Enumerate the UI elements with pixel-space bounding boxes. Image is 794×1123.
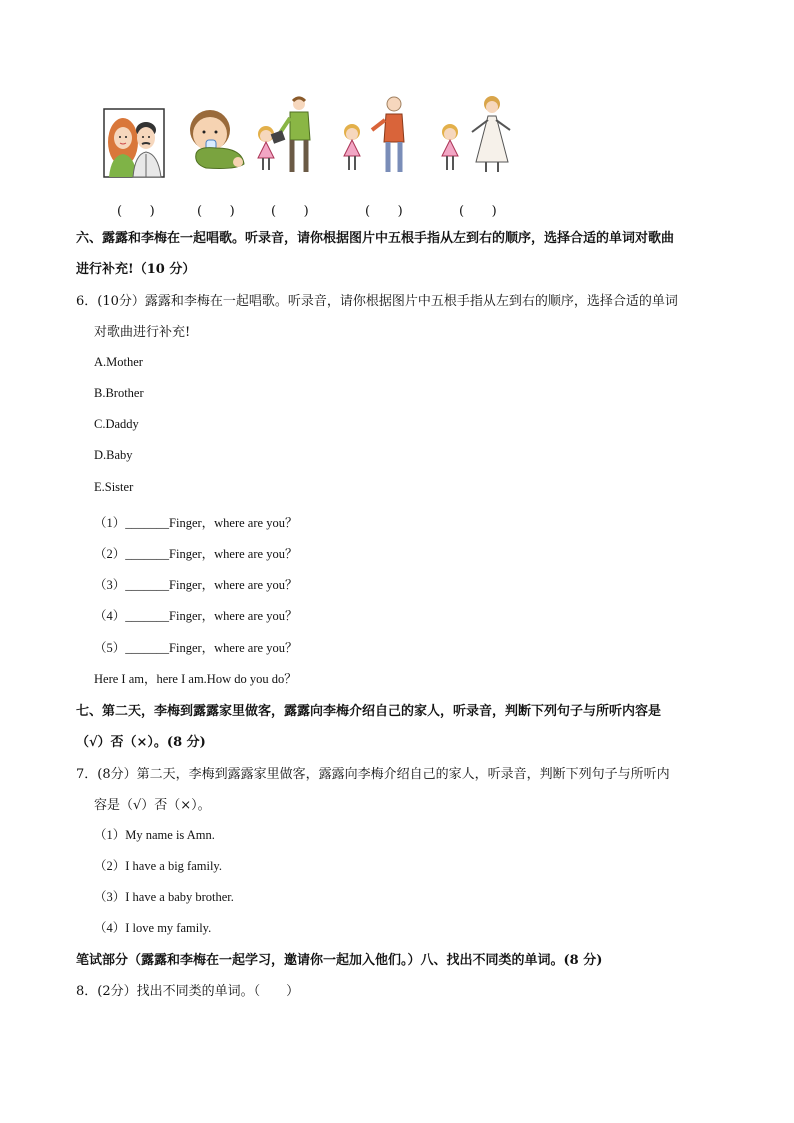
q6-blank-text[interactable]: _______Finger，where are you？ — [125, 578, 298, 592]
q7-item-text: I have a big family. — [125, 859, 222, 873]
parents-portrait-icon — [103, 108, 165, 178]
q6-blank-row — [94, 513, 297, 531]
q8-stem: 8．(2分）找出不同类的单词。（ ） — [76, 984, 300, 999]
q6-ending: Here I am，here I am.How do you do？ — [94, 672, 297, 686]
baby-with-bottle-icon — [186, 102, 248, 172]
q6-blank-number: （4） — [94, 609, 126, 623]
q6-option-e: E.Sister — [94, 480, 134, 494]
q7-item-number: （4） — [94, 921, 126, 935]
q7-item-number: （3） — [94, 890, 126, 904]
q7-stem: 7．(8分）第二天，李梅到露露家里做客，露露向李梅介绍自己的家人，听录音，判断下列句子与所听内 — [76, 767, 670, 782]
girl-and-grandfather-icon — [338, 96, 414, 176]
q7-stem-cont: 容是（√）否（×）。 — [94, 798, 211, 813]
q6-blank-text[interactable]: _______Finger，where are you？ — [125, 641, 298, 655]
section7-heading: 七、第二天，李梅到露露家里做客，露露向李梅介绍自己的家人，听录音，判断下列句子与所听内容是 — [76, 704, 662, 719]
answer-blank-1[interactable]: ( ) — [117, 204, 156, 219]
section6-heading: 六、露露和李梅在一起唱歌。听录音，请你根据图片中五根手指从左到右的顺序，选择合适的单词对歌曲 — [76, 231, 675, 246]
q6-blank-text[interactable]: _______Finger，where are you？ — [125, 516, 298, 530]
q6-blank-number: （5） — [94, 641, 126, 655]
q7-item-number: （2） — [94, 859, 126, 873]
q7-item-text: My name is Amn. — [125, 828, 215, 842]
q6-blank-number: （1） — [94, 516, 126, 530]
q6-stem-cont: 对歌曲进行补充! — [94, 325, 191, 340]
q6-blank-text[interactable]: _______Finger，where are you？ — [125, 547, 298, 561]
q7-item-number: （1） — [94, 828, 126, 842]
answer-blank-5[interactable]: ( ) — [459, 204, 498, 219]
q6-blank-row — [94, 544, 297, 562]
q6-blank-number: （2） — [94, 547, 126, 561]
q7-item — [94, 825, 215, 843]
girl-and-mother-icon — [436, 96, 522, 176]
q7-item — [94, 887, 234, 905]
q7-item-text: I love my family. — [125, 921, 212, 935]
section6-heading-cont: 进行补充!（10 分） — [76, 262, 196, 277]
q6-blank-row — [94, 638, 297, 656]
answer-blank-4[interactable]: ( ) — [365, 204, 404, 219]
q6-blank-number: （3） — [94, 578, 126, 592]
girl-and-father-icon — [254, 96, 324, 176]
answer-blank-2[interactable]: ( ) — [197, 204, 236, 219]
q6-option-c: C.Daddy — [94, 417, 139, 431]
written-section-heading: 笔试部分（露露和李梅在一起学习，邀请你一起加入他们。）八、找出不同类的单词。(8 分) — [76, 953, 603, 968]
q6-option-b: B.Brother — [94, 386, 144, 400]
section7-heading-cont: （√）否（×）。(8 分) — [76, 735, 206, 750]
q6-blank-text[interactable]: _______Finger，where are you？ — [125, 609, 298, 623]
q7-item — [94, 856, 222, 874]
q6-option-d: D.Baby — [94, 448, 133, 462]
answer-blank-3[interactable]: ( ) — [271, 204, 310, 219]
q6-stem: 6．(10分）露露和李梅在一起唱歌。听录音，请你根据图片中五根手指从左到右的顺序，选择合适的单词 — [76, 294, 678, 309]
q6-blank-row — [94, 606, 297, 624]
q7-item — [94, 918, 211, 936]
q7-item-text: I have a baby brother. — [125, 890, 234, 904]
q6-blank-row — [94, 575, 297, 593]
q6-option-a: A.Mother — [94, 355, 143, 369]
